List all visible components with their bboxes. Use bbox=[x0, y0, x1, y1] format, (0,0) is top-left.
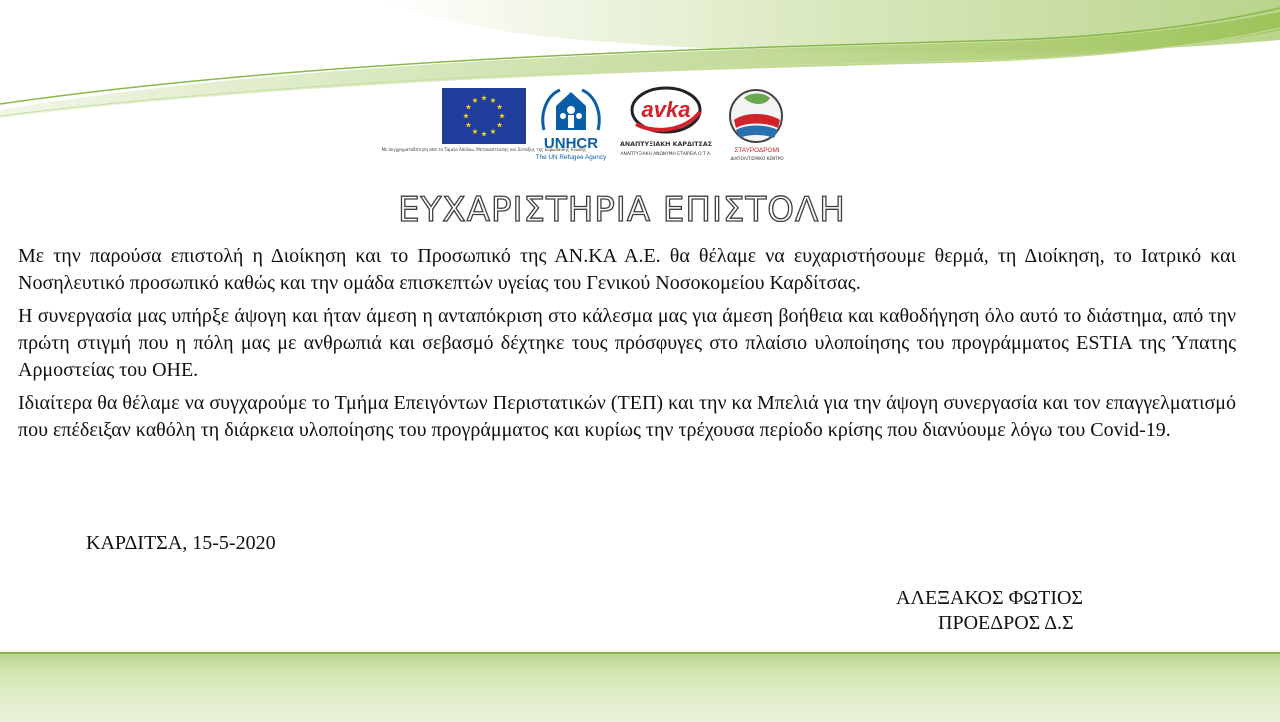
letter-body bbox=[18, 243, 1236, 450]
signatory-name: ΑΛΕΞΑΚΟΣ ΦΩΤΙΟΣ bbox=[896, 587, 1084, 609]
avka-logo-icon bbox=[614, 84, 718, 166]
footer-band bbox=[0, 652, 1280, 722]
eu-caption: Με συγχρηματοδότηση από το Ταμείο Ασύλου, Μετανάστευσης και Ένταξης της Ευρωπαϊκής Ένωσης bbox=[381, 147, 587, 152]
place-date: ΚΑΡΔΙΤΣΑ, 15-5-2020 bbox=[86, 532, 276, 554]
partner-logos bbox=[381, 84, 792, 168]
signatory-role: ΠΡΟΕΔΡΟΣ Δ.Σ bbox=[938, 612, 1074, 634]
unhcr-emblem-icon bbox=[534, 84, 608, 166]
paragraph-2: Η συνεργασία μας υπήρξε άψογη και ήταν άμεση η ανταπόκριση στο κάλεσμα μας για άμεση βοήθεια και καθοδήγηση όλο αυτό το διάστημα, από την πρώτη στιγμή που η πόλη μας με ανθρωπιά και σεβασμό δέχτηκε τους πρόσφυγες στο πλαίσιο υλοποίησης του προγράμματος ESTIA της Ύπατης Αρμοστείας του ΟΗΕ. bbox=[18, 305, 1237, 381]
stavrodromi-emblem-icon bbox=[722, 84, 792, 166]
unhcr-tagline: The UN Refugee Agency bbox=[535, 154, 607, 161]
stavrodromi-sub: ΔΙΑΠΟΛΙΤΙΣΜΙΚΟ ΚΕΝΤΡΟ bbox=[730, 156, 784, 161]
paragraph-1: Με την παρούσα επιστολή η Διοίκηση και το Προσωπικό της ΑΝ.ΚΑ Α.Ε. θα θέλαμε να ευχαριστήσουμε θερμά, τη Διοίκηση, το Ιατρικό και Νοσηλευτικό προσωπικό καθώς και την ομάδα επισκεπτών υγείας του Γενικού Νοσοκομείου Καρδίτσας. bbox=[18, 245, 1236, 294]
avka-line2: ΑΝΑΠΤΥΞΙΑΚΗ ΑΝΩΝΥΜΗ ΕΤΑΙΡΕΙΑ Ο.Τ.Α. bbox=[620, 152, 712, 157]
paragraph-3: Ιδιαίτερα θα θέλαμε να συγχαρούμε το Τμήμα Επειγόντων Περιστατικών (ΤΕΠ) και την κα Μπελιά για την άψογη συνεργασία και τον επαγγελματισμό που επέδειξαν καθόλη τη διάρκεια υλοποίησης του προγράμματος και κυρίως την τρέχουσα περίοδο κρίσης που διανύουμε λόγω του Covid-19. bbox=[18, 392, 1236, 441]
avka-line1: ΑΝΑΠΤΥΞΙΑΚΗ ΚΑΡΔΙΤΣΑΣ bbox=[619, 141, 713, 148]
stavrodromi-name: ΣΤΑΥΡΟΔΡΟΜΙ bbox=[734, 147, 780, 154]
avka-name: avka bbox=[641, 97, 691, 122]
unhcr-name: UNHCR bbox=[543, 135, 599, 152]
letter-title: ΕΥΧΑΡΙΣΤΗΡΙΑ ΕΠΙΣΤΟΛΗ bbox=[398, 190, 846, 230]
